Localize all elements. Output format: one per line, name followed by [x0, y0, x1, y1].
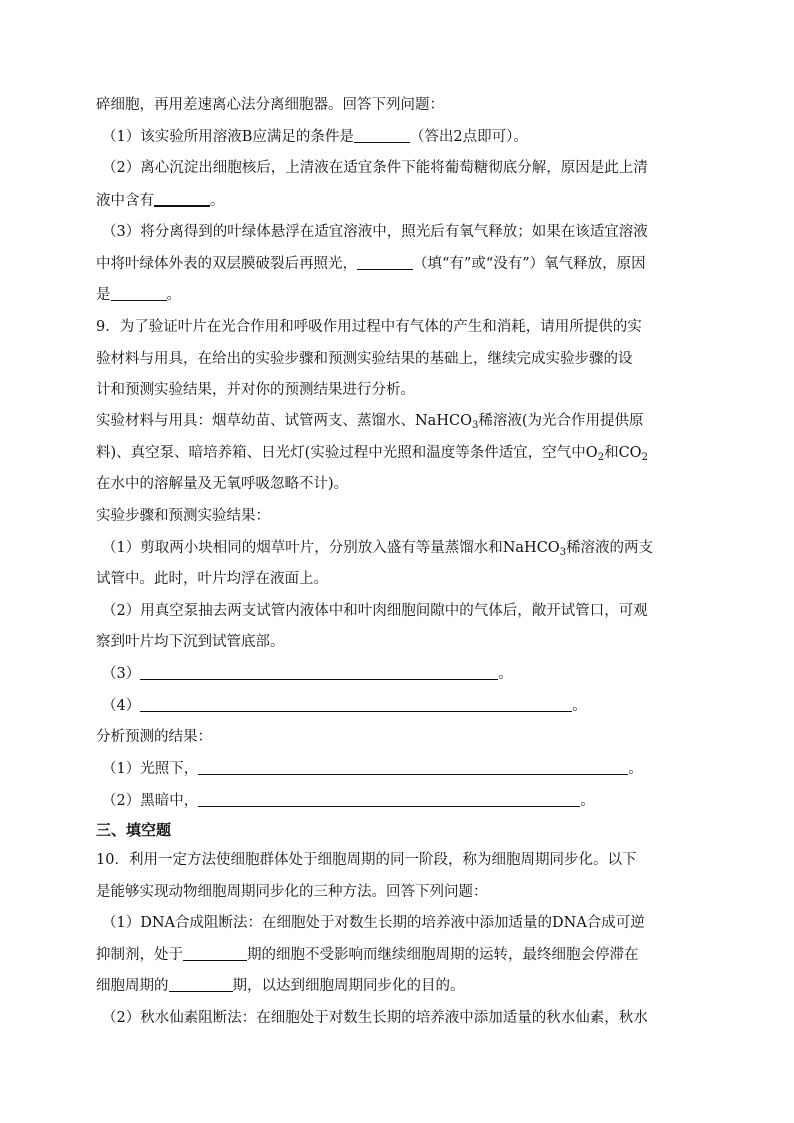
- text: 计和预测实验结果，并对你的预测结果进行分析。: [96, 382, 415, 398]
- text: 中将叶绿体外表的双层膜破裂后再照光，: [96, 256, 357, 272]
- text: 抑制剂，处于: [96, 947, 183, 963]
- text: 实验材料与用具：烟草幼苗、试管两支、蒸馏水、NaHCO: [96, 413, 472, 429]
- answer-blank[interactable]: [169, 976, 233, 992]
- answer-line[interactable]: [140, 696, 572, 712]
- text: （3）: [102, 666, 141, 682]
- q9-step3: [102, 664, 708, 684]
- text: （1）DNA合成阻断法：在细胞处于对数生长期的培养液中添加适量的DNA合成可逆: [102, 915, 645, 931]
- subscript: 2: [597, 452, 605, 463]
- q8-part3: [102, 222, 708, 242]
- q9-line1: [96, 317, 702, 337]
- q9-materials-3: [96, 474, 702, 494]
- q9-step2-cont: [96, 632, 702, 652]
- answer-blank[interactable]: [183, 945, 247, 961]
- text: 。: [498, 666, 513, 682]
- q8-part3-cont: [96, 254, 702, 274]
- q8-part2-cont: [96, 190, 702, 211]
- q8-part3-end: [96, 285, 702, 305]
- q9-step2: [102, 601, 708, 621]
- text: 。: [166, 287, 181, 303]
- text: （2）离心沉淀出细胞核后，上清液在适宜条件下能将葡萄糖彻底分解，原因是此上清: [102, 160, 648, 176]
- q9-steps-title: [96, 506, 702, 526]
- text: 验材料与用具，在给出的实验步骤和预测实验结果的基础上，继续完成实验步骤的设: [96, 351, 633, 367]
- text: 期，以达到细胞周期同步化的目的。: [232, 978, 465, 994]
- text: 在水中的溶解量及无氧呼吸忽略不计)。: [96, 476, 349, 492]
- q8-part1: [102, 127, 708, 147]
- answer-line[interactable]: [140, 664, 498, 680]
- text: 实验步骤和预测实验结果：: [96, 508, 270, 524]
- text: 试管中。此时，叶片均浮在液面上。: [96, 571, 328, 587]
- q9-analysis-title: [96, 727, 702, 747]
- text: 料)、真空泵、暗培养箱、日光灯(实验过程中光照和温度等条件适宜，空气中O: [96, 445, 598, 461]
- q9-step1: [102, 538, 708, 558]
- section-heading: [96, 820, 702, 840]
- answer-blank[interactable]: [357, 254, 413, 270]
- text: 。: [572, 698, 587, 714]
- q10-line2: [96, 882, 702, 902]
- text: 三、填空题: [96, 821, 172, 839]
- text: 是能够实现动物细胞周期同步化的三种方法。回答下列问题：: [96, 884, 488, 900]
- text: 和CO: [604, 445, 642, 461]
- subscript: 3: [471, 420, 479, 431]
- text: （1）剪取两小块相同的烟草叶片，分别放入盛有等量蒸馏水和NaHCO: [102, 540, 560, 556]
- text: （答出2点即可）。: [409, 129, 528, 145]
- q9-step1-cont: [96, 569, 702, 589]
- q9-materials: [96, 411, 702, 431]
- text: 碎细胞，再用差速离心法分离细胞器。回答下列问题：: [96, 97, 444, 113]
- text: （1）光照下，: [102, 761, 199, 777]
- q10-part1-cont: [96, 945, 702, 965]
- q10-line1: [96, 850, 702, 870]
- text: （2）秋水仙素阻断法：在细胞处于对数生长期的培养液中添加适量的秋水仙素，秋水: [102, 1010, 648, 1026]
- text: 液中含有: [96, 193, 154, 209]
- q9-materials-2: [96, 443, 702, 463]
- text: 稀溶液的两支: [566, 540, 654, 556]
- answer-line[interactable]: [198, 759, 628, 775]
- text: 是: [96, 287, 111, 303]
- q9-line3: [96, 380, 702, 400]
- q9-analysis-1: [102, 759, 708, 779]
- q9-analysis-2: [102, 791, 708, 811]
- answer-blank[interactable]: [154, 190, 210, 207]
- text: 。: [580, 793, 595, 809]
- text: （1）该实验所用溶液B应满足的条件是: [102, 129, 354, 145]
- text: 。: [628, 761, 643, 777]
- text: 10．利用一定方法使细胞群体处于细胞周期的同一阶段，称为细胞周期同步化。以下: [96, 852, 637, 868]
- subscript: 2: [641, 452, 648, 463]
- text: （填“有”或“没有”）氧气释放，原因: [413, 256, 646, 272]
- q10-part1-end: [96, 976, 702, 996]
- text: 分析预测的结果：: [96, 729, 212, 745]
- text: （4）: [102, 698, 141, 714]
- text: 。: [210, 193, 225, 209]
- q8-intro: [96, 95, 702, 115]
- text: 期的细胞不受影响而继续细胞周期的运转，最终细胞会停滞在: [247, 947, 639, 963]
- answer-blank[interactable]: [354, 127, 410, 143]
- text: （2）用真空泵抽去两支试管内液体中和叶肉细胞间隙中的气体后，敞开试管口，可观: [102, 603, 648, 619]
- answer-line[interactable]: [198, 791, 580, 807]
- q10-part2: [102, 1008, 708, 1028]
- text: 9．为了验证叶片在光合作用和呼吸作用过程中有气体的产生和消耗，请用所提供的实: [96, 319, 642, 335]
- text: 察到叶片均下沉到试管底部。: [96, 634, 285, 650]
- text: 稀溶液(为光合作用提供原: [478, 413, 644, 429]
- text: （3）将分离得到的叶绿体悬浮在适宜溶液中，照光后有氧气释放；如果在该适宜溶液: [102, 224, 648, 240]
- q8-part2: [102, 158, 708, 178]
- text: 细胞周期的: [96, 978, 169, 994]
- q9-line2: [96, 349, 702, 369]
- answer-blank[interactable]: [111, 285, 167, 301]
- q10-part1: [102, 913, 708, 933]
- q9-step4: [102, 696, 708, 716]
- text: （2）黑暗中，: [102, 793, 199, 809]
- subscript: 3: [559, 547, 567, 558]
